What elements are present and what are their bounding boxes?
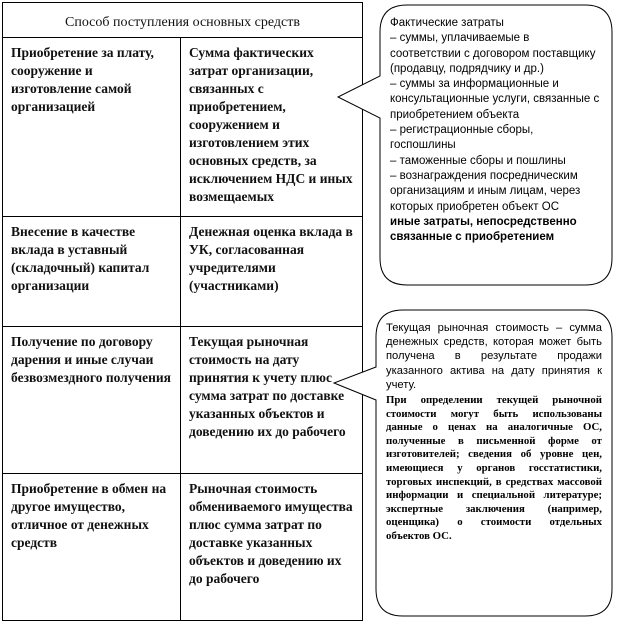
callout-line: – таможенные сборы и пошлины bbox=[390, 154, 566, 167]
method-cell: Получение по договору дарения и иные случаи безвозмездного получения bbox=[3, 327, 181, 474]
callout-line: – суммы, уплачиваемые в соответствии с договором поставщику (продавцу, подрядчику и др.) bbox=[390, 32, 596, 75]
table-header: Способ поступления основных средств bbox=[3, 3, 363, 38]
callout-line: – суммы за информационные и консультационные услуги, связанные с приобретением объекта bbox=[390, 78, 600, 121]
valuation-cell: Денежная оценка вклада в УК, согласованная учредителями (участниками) bbox=[181, 217, 363, 327]
market-value-sources: При определении текущей рыночной стоимости могут быть использованы данные о ценах на аналогичные ОС, полученные в письменной форме от изготовителей; сведения об уровне цен, имеющиеся у органов госстатистики, торговых инспекций, в средствах массовой информации и специальной литературе; экспертные заключения (например, оценщика) о стоимости отдельных объектов ОС. bbox=[386, 394, 602, 542]
callout-line: – регистрационные сборы, госпошлины bbox=[390, 124, 534, 152]
valuation-cell: Сумма фактических затрат организации, связанных с приобретением, сооружением и изготовлением этих основных средств, за исключением НДС и иных возмещаемых bbox=[181, 38, 363, 217]
callout-line-bold: иные затраты, непосредственно bbox=[390, 215, 577, 228]
actual-costs-callout bbox=[390, 16, 602, 272]
callout-line: – вознаграждения посредническим организациям и иным лицам, через которых приобретен объект ОС bbox=[390, 169, 581, 213]
valuation-cell: Рыночная стоимость обмениваемого имущества плюс сумма затрат по доставке указанных объектов и доведению их до рабочего bbox=[181, 474, 363, 621]
market-value-callout bbox=[386, 321, 602, 611]
callout-line: Фактические затраты bbox=[390, 17, 504, 29]
callout-line-bold: связанные с приобретением bbox=[390, 231, 555, 244]
method-cell: Приобретение за плату, сооружение и изготовление самой организацией bbox=[3, 38, 181, 217]
method-cell: Приобретение в обмен на другое имущество, отличное от денежных средств bbox=[3, 474, 181, 621]
method-cell: Внесение в качестве вклада в уставный (складочный) капитал организации bbox=[3, 217, 181, 327]
valuation-cell: Текущая рыночная стоимость на дату принятия к учету плюс сумма затрат по доставке указанных объектов и доведению их до рабочего bbox=[181, 327, 363, 474]
market-value-definition: Текущая рыночная стоимость – сумма денежных средств, которая может быть получена в результате продажи указанного актива на дату принятия к учету. bbox=[386, 322, 602, 391]
